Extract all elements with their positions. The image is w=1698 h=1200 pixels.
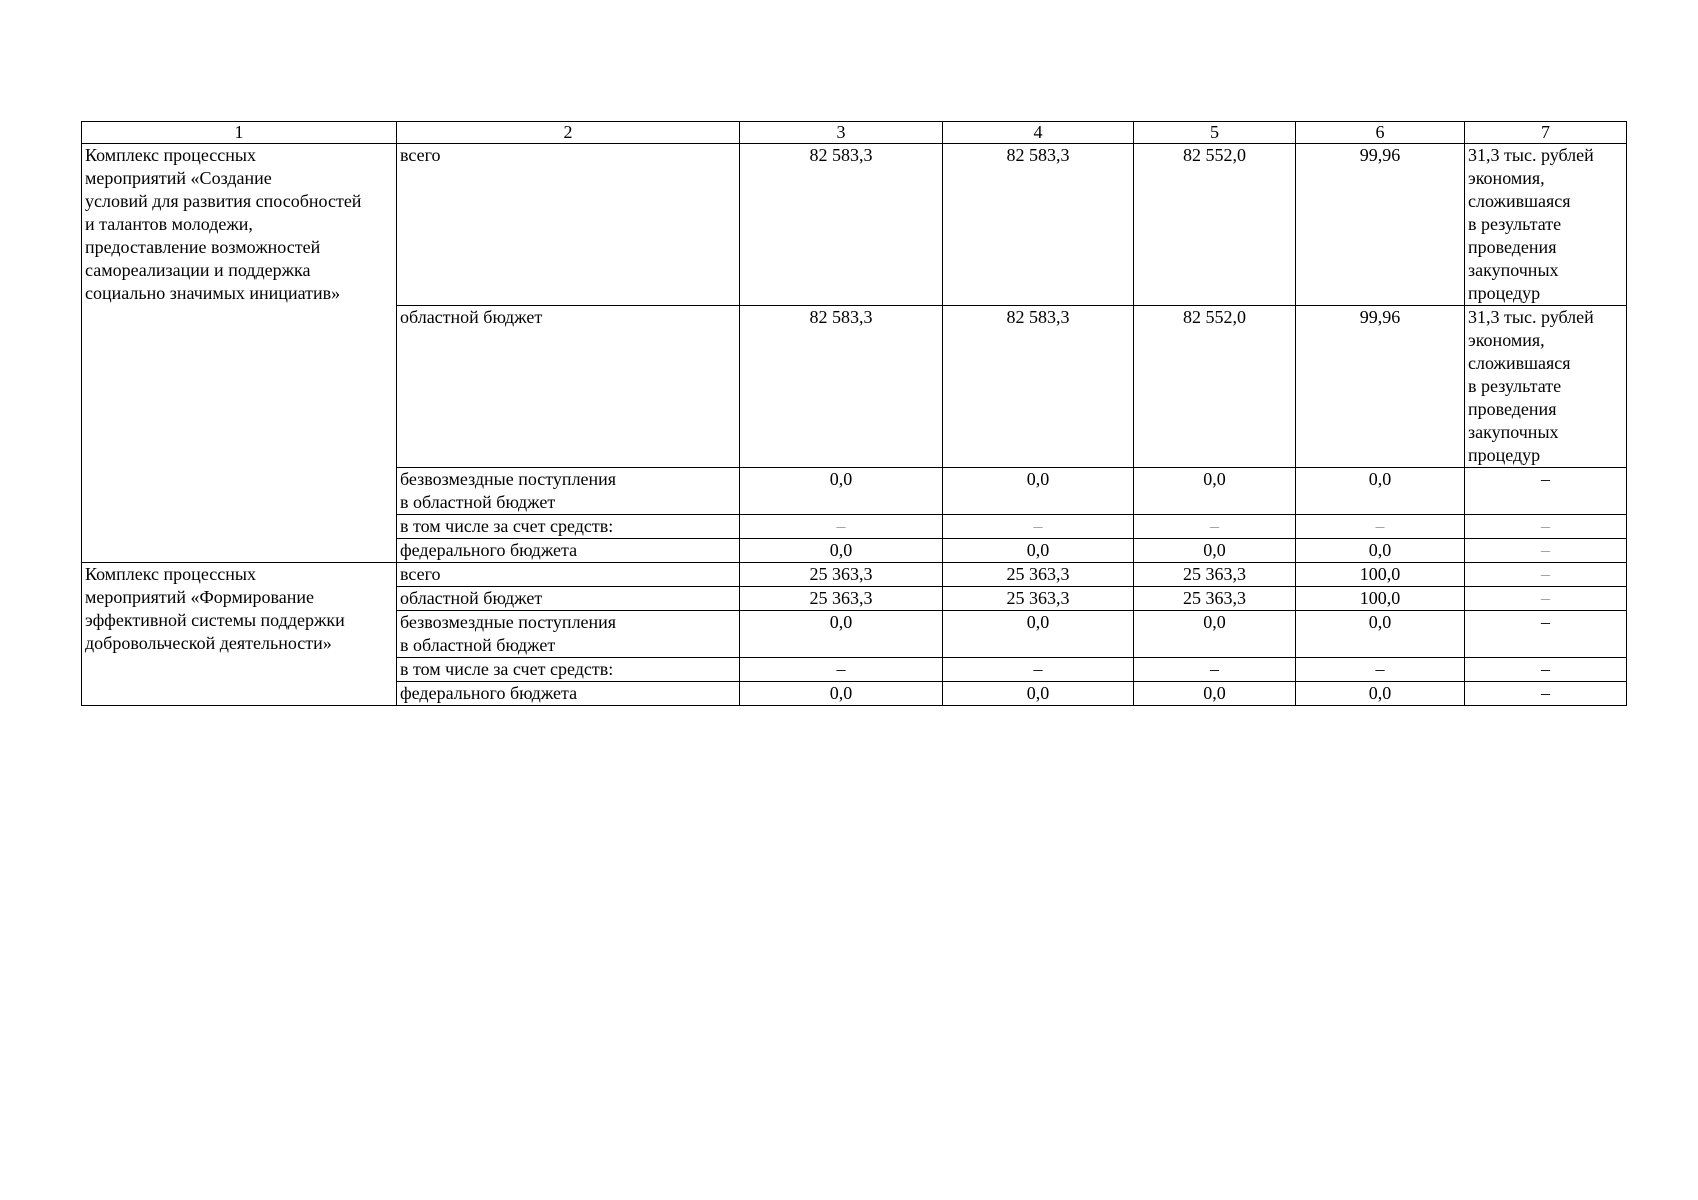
program-name-cell: Комплекс процессных мероприятий «Создание условий для развития способностей и талантов молодежи, предоставление возможностей самореализации и поддержка социально значимых инициатив» [82,144,397,563]
value-cell-6: – [1296,515,1465,539]
value-cell-6: 100,0 [1296,563,1465,587]
value-cell-5: 0,0 [1134,611,1296,658]
comment-cell: 31,3 тыс. рублей экономия, сложившаяся в результате проведения закупочных процедур [1465,144,1627,306]
funding-source-cell: федерального бюджета [397,539,740,563]
funding-source-cell: областной бюджет [397,587,740,611]
column-number-6: 6 [1296,122,1465,144]
funding-source-cell: всего [397,144,740,306]
value-cell-3: 25 363,3 [740,587,943,611]
value-cell-4: – [943,515,1134,539]
value-cell-3: 25 363,3 [740,563,943,587]
comment-cell: – [1465,468,1627,515]
value-cell-5: 0,0 [1134,682,1296,706]
comment-cell: – [1465,682,1627,706]
value-cell-5: – [1134,515,1296,539]
value-cell-3: 82 583,3 [740,306,943,468]
value-cell-5: 82 552,0 [1134,144,1296,306]
value-cell-6: 99,96 [1296,306,1465,468]
value-cell-3: – [740,658,943,682]
value-cell-6: 0,0 [1296,682,1465,706]
funding-source-cell: в том числе за счет средств: [397,515,740,539]
table-body [82,122,1627,706]
value-cell-3: 0,0 [740,682,943,706]
table-row [82,563,1627,587]
column-number-2: 2 [397,122,740,144]
value-cell-5: 82 552,0 [1134,306,1296,468]
comment-cell: – [1465,658,1627,682]
value-cell-4: – [943,658,1134,682]
column-number-3: 3 [740,122,943,144]
value-cell-6: 0,0 [1296,539,1465,563]
comment-cell: – [1465,563,1627,587]
value-cell-6: 100,0 [1296,587,1465,611]
column-number-7: 7 [1465,122,1627,144]
column-number-4: 4 [943,122,1134,144]
value-cell-5: 25 363,3 [1134,563,1296,587]
value-cell-3: 82 583,3 [740,144,943,306]
value-cell-6: – [1296,658,1465,682]
table-row [82,144,1627,306]
funding-source-cell: областной бюджет [397,306,740,468]
value-cell-5: 0,0 [1134,539,1296,563]
budget-execution-table [81,121,1627,706]
value-cell-3: 0,0 [740,611,943,658]
value-cell-6: 0,0 [1296,611,1465,658]
value-cell-3: 0,0 [740,539,943,563]
comment-cell: – [1465,587,1627,611]
value-cell-3: 0,0 [740,468,943,515]
value-cell-4: 0,0 [943,539,1134,563]
value-cell-5: 0,0 [1134,468,1296,515]
value-cell-6: 99,96 [1296,144,1465,306]
value-cell-4: 82 583,3 [943,144,1134,306]
comment-cell: – [1465,515,1627,539]
value-cell-4: 82 583,3 [943,306,1134,468]
funding-source-cell: безвозмездные поступления в областной бюджет [397,611,740,658]
value-cell-4: 0,0 [943,468,1134,515]
value-cell-4: 0,0 [943,611,1134,658]
value-cell-5: – [1134,658,1296,682]
value-cell-6: 0,0 [1296,468,1465,515]
value-cell-5: 25 363,3 [1134,587,1296,611]
column-number-row [82,122,1627,144]
value-cell-3: – [740,515,943,539]
comment-cell: – [1465,539,1627,563]
comment-cell: 31,3 тыс. рублей экономия, сложившаяся в результате проведения закупочных процедур [1465,306,1627,468]
value-cell-4: 25 363,3 [943,587,1134,611]
column-number-5: 5 [1134,122,1296,144]
funding-source-cell: всего [397,563,740,587]
funding-source-cell: в том числе за счет средств: [397,658,740,682]
funding-source-cell: федерального бюджета [397,682,740,706]
program-name-cell: Комплекс процессных мероприятий «Формирование эффективной системы поддержки добровольческой деятельности» [82,563,397,706]
value-cell-4: 25 363,3 [943,563,1134,587]
comment-cell: – [1465,611,1627,658]
column-number-1: 1 [82,122,397,144]
value-cell-4: 0,0 [943,682,1134,706]
funding-source-cell: безвозмездные поступления в областной бюджет [397,468,740,515]
